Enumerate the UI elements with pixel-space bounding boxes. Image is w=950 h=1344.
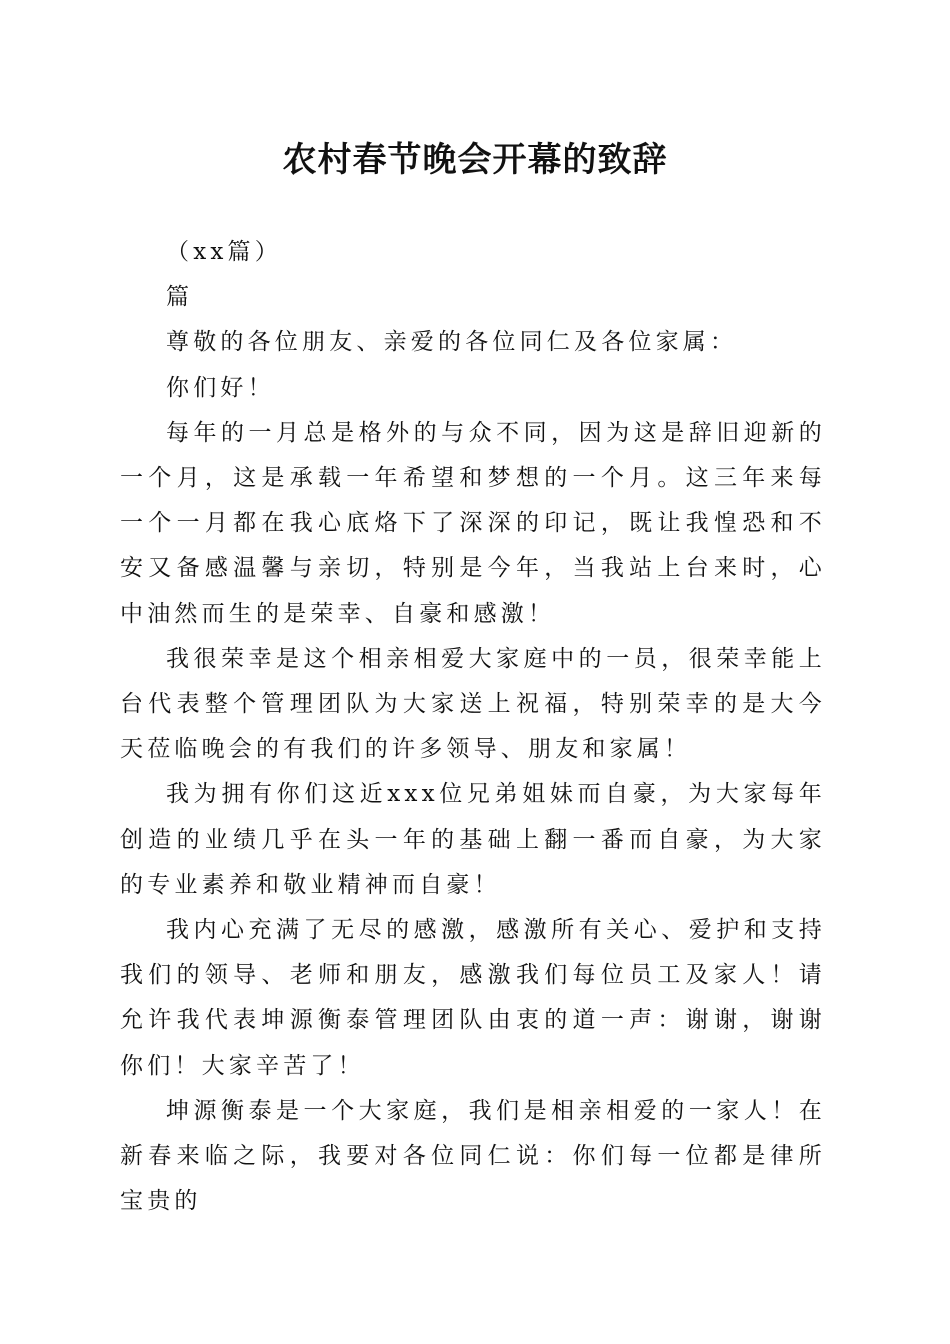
document-body bbox=[120, 230, 826, 1224]
paragraph-body-3: 我为拥有你们这近xxx位兄弟姐妹而自豪，为大家每年创造的业绩几乎在头一年的基础上翻一番而自豪，为大家的专业素养和敬业精神而自豪！ bbox=[120, 781, 826, 898]
paragraph-body-4: 我内心充满了无尽的感激，感激所有关心、爱护和支持我们的领导、老师和朋友，感激我们每位员工及家人！请允许我代表坤源衡泰管理团队由衷的道一声：谢谢，谢谢你们！大家辛苦了！ bbox=[120, 917, 826, 1079]
document-title: 农村春节晚会开幕的致辞 bbox=[282, 140, 668, 180]
paragraph-salutation: 尊敬的各位朋友、亲爱的各位同仁及各位家属： bbox=[166, 329, 738, 356]
paragraph-subtitle: （xx篇） bbox=[166, 239, 282, 265]
paragraph-body-5: 坤源衡泰是一个大家庭，我们是相亲相爱的一家人！在新春来临之际，我要对各位同仁说：你们每一位都是律所宝贵的 bbox=[120, 1097, 826, 1215]
paragraph-section-label: 篇 bbox=[166, 284, 194, 311]
paragraph-body-2: 我很荣幸是这个相亲相爱大家庭中的一员，很荣幸能上台代表整个管理团队为大家送上祝福，特别荣幸的是大今天莅临晚会的有我们的许多领导、朋友和家属！ bbox=[120, 645, 826, 763]
paragraph-body-1: 每年的一月总是格外的与众不同，因为这是辞旧迎新的一个月，这是承载一年希望和梦想的一个月。这三年来每一个一月都在我心底烙下了深深的印记，既让我惶恐和不安又备感温馨与亲切，特别是今年，当我站上台来时，心中油然而生的是荣幸、自豪和感激！ bbox=[120, 419, 826, 627]
paragraph-greeting: 你们好！ bbox=[166, 374, 275, 401]
